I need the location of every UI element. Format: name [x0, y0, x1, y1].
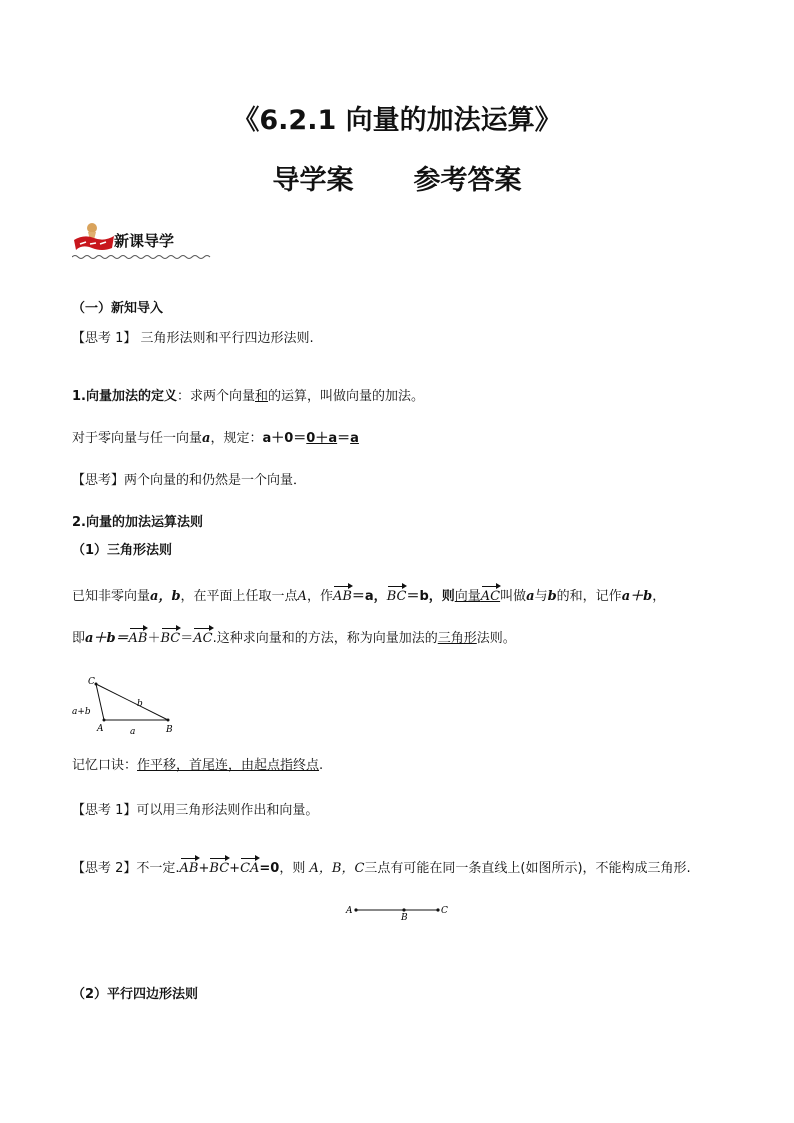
think-line: [72, 472, 306, 490]
formula: a＋b＝: [85, 631, 129, 646]
think-tag: 【思考】: [72, 473, 125, 488]
think-tag: 【思考 2】: [72, 861, 137, 876]
label-B: B: [166, 725, 173, 735]
section-badge-icon: [72, 218, 116, 254]
text-span: 不一定.: [136, 861, 180, 876]
label-a: a: [130, 727, 136, 737]
vector-BC: BC: [161, 626, 181, 648]
think1-line: [72, 330, 314, 348]
label-C: C: [441, 906, 448, 916]
definition-title: 1.向量加法的定义: [72, 389, 177, 404]
formula: ＋: [147, 631, 161, 646]
vertex-A: [103, 719, 106, 722]
text-span: 的和，记作: [556, 589, 622, 604]
text-span: ，规定：: [210, 431, 263, 446]
text-span: 已知非零向量: [72, 589, 151, 604]
formula: =0: [259, 861, 280, 876]
point-symbol: A: [297, 589, 307, 604]
formula: +: [198, 861, 210, 876]
doc-subtitle: [0, 158, 794, 197]
text-span: 记忆口诀：: [72, 758, 138, 773]
think-text: 三角形法则和平行四边形法则.: [136, 331, 314, 346]
answer-blank: a: [350, 431, 359, 446]
triangle-rule-line2: [72, 626, 516, 648]
vector-BC: BC: [387, 584, 407, 606]
point-A: [354, 908, 357, 911]
answer-blank: 0＋a: [306, 431, 338, 446]
label-B: B: [401, 913, 408, 923]
section-label: 新课导学: [114, 232, 175, 250]
label-C: C: [88, 677, 95, 687]
edge-b: [96, 684, 168, 720]
vector-AC: AC: [193, 626, 212, 648]
text-span: 对于零向量与任一向量: [72, 431, 203, 446]
mnemonic-line: [72, 757, 323, 775]
text-span: ，在平面上任取一点: [180, 589, 298, 604]
vector-AB: AB: [333, 584, 352, 606]
answer-blank: 和: [255, 389, 269, 404]
text-span: 即: [72, 631, 86, 646]
formula: +: [229, 861, 241, 876]
think-tag: 【思考 1】: [72, 331, 137, 346]
formula: a＋0＝: [262, 431, 307, 446]
vector-AC: AC: [481, 584, 500, 606]
vector-symbol: a，b: [150, 589, 181, 604]
think-text: 可以用三角形法则作出和向量。: [136, 803, 319, 818]
label-b: b: [137, 699, 143, 709]
rule-heading: 2.向量的加法运算法则: [72, 515, 203, 530]
text-span: .: [319, 758, 324, 773]
text-span: 叫做: [500, 589, 527, 604]
formula: ＝: [337, 431, 351, 446]
collinear-figure: [340, 898, 460, 924]
triangle-figure: [70, 672, 190, 742]
think2-line: [72, 856, 691, 878]
think-text: 两个向量的和仍然是一个向量．: [124, 473, 307, 488]
text-span: ：求两个向量: [176, 389, 255, 404]
answer-blank: 三角形: [437, 631, 477, 646]
wavy-underline: [72, 254, 212, 260]
label-a-plus-b: a+b: [72, 707, 91, 717]
zero-vector-line: [72, 430, 359, 448]
text-span: .这种求向量和的方法，称为向量加法的: [212, 631, 438, 646]
definition-line: [72, 388, 424, 406]
formula: ＝b，则: [406, 589, 455, 604]
text-span: 的运算，叫做向量的加法。: [268, 389, 425, 404]
vertex-B: [167, 719, 170, 722]
text-span: ，则: [279, 861, 310, 876]
subtitle-right: 参考答案: [413, 165, 522, 196]
vector-BC: BC: [209, 856, 229, 878]
text-span: 法则。: [476, 631, 516, 646]
vector-CA: CA: [240, 856, 259, 878]
vertex-C: [95, 683, 98, 686]
formula: ＝a，: [351, 589, 387, 604]
text-span: ，作: [306, 589, 333, 604]
subtitle-left: 导学案: [272, 165, 354, 196]
text-span: 与: [534, 589, 548, 604]
vector-symbol: b: [547, 589, 557, 604]
point-C: [436, 908, 439, 911]
edge-ab: [96, 684, 104, 720]
triangle-rule-heading: （1）三角形法则: [72, 543, 173, 558]
think1b-line: [72, 802, 318, 820]
text-span: ，: [652, 589, 666, 604]
part1-heading: （一）新知导入: [72, 301, 164, 316]
answer-blank: 作平移，首尾连，由起点指终点: [137, 758, 320, 773]
vector-symbol: a: [202, 431, 211, 446]
label-A: A: [346, 906, 353, 916]
vector-AB: AB: [129, 626, 148, 648]
vector-AB: AB: [180, 856, 199, 878]
doc-title: 《6.2.1 向量的加法运算》: [232, 105, 562, 136]
point-B: [402, 908, 405, 911]
formula: ＝: [180, 631, 194, 646]
think-tag: 【思考 1】: [72, 803, 137, 818]
text-span: 三点有可能在同一条直线上(如图所示)，不能构成三角形.: [364, 861, 691, 876]
formula: a＋b: [621, 589, 653, 604]
vector-symbol: a: [526, 589, 535, 604]
answer-blank: 向量: [454, 589, 481, 604]
parallelogram-rule-heading: （2）平行四边形法则: [72, 987, 199, 1002]
section-header: [72, 218, 212, 262]
point-symbol: A，B，C: [309, 861, 365, 876]
triangle-rule-line1: [72, 584, 665, 606]
label-A: A: [97, 724, 104, 734]
